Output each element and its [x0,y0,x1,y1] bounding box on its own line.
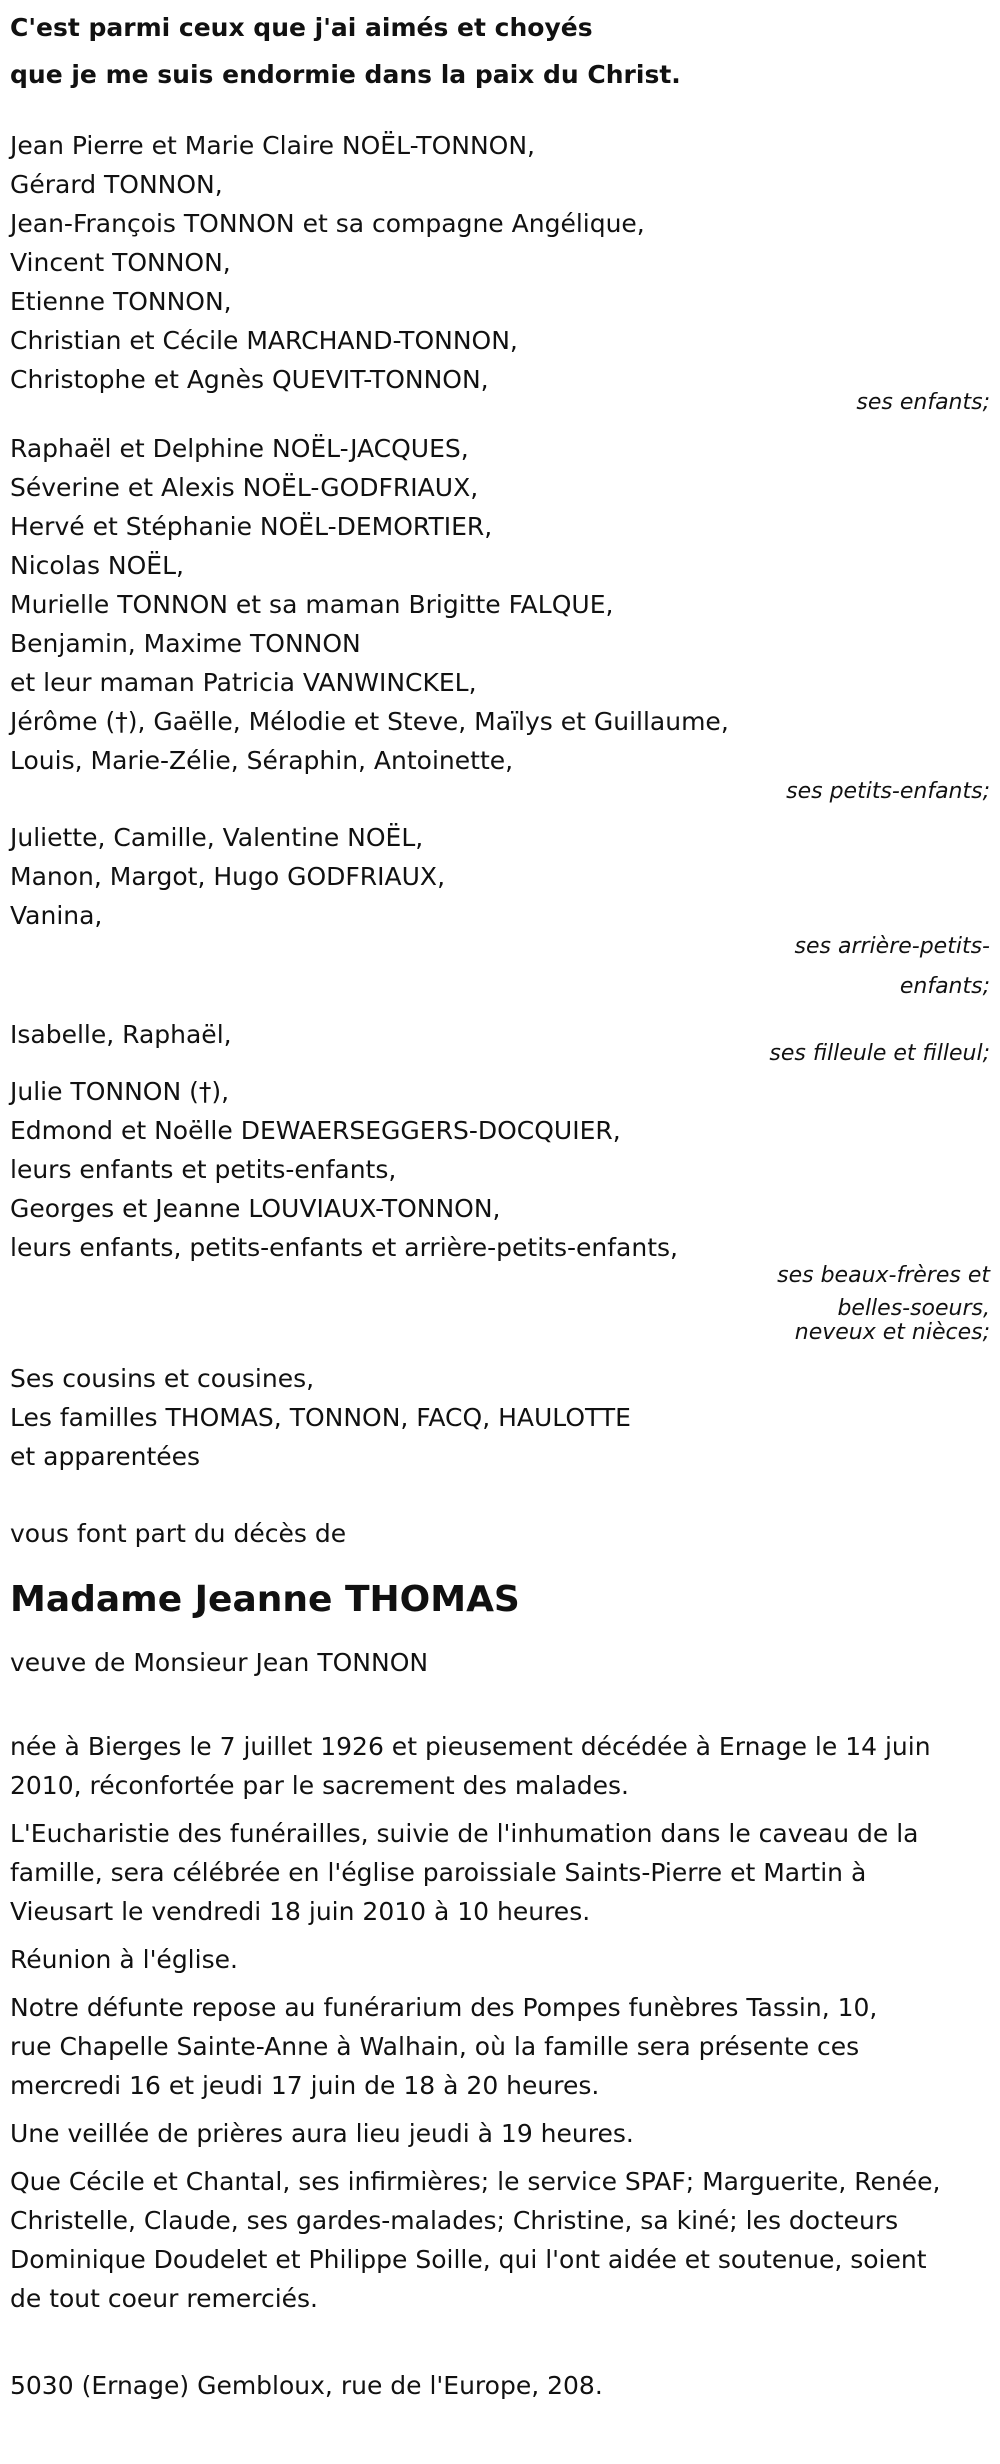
relation-label: ses beaux-frères et [777,1263,990,1288]
name-line: Vanina, [10,901,103,930]
relation-label: ses arrière-petits- [794,934,990,959]
name-line: leurs enfants et petits-enfants, [10,1155,397,1184]
widow-of: veuve de Monsieur Jean TONNON [10,1648,429,1677]
family-group-grandchildren [10,429,995,810]
paragraph-line: 2010, réconfortée par le sacrement des malades. [10,1771,629,1800]
name-line: Etienne TONNON, [10,287,232,316]
name-line: leurs enfants, petits-enfants et arrière-petits-enfants, [10,1233,678,1262]
name-line: Nicolas NOËL, [10,551,184,580]
paragraph-line: Dominique Doudelet et Philippe Soille, qui l'ont aidée et soutenue, soient [10,2245,927,2274]
address-line: 5030 (Ernage) Gembloux, rue de l'Europe, 208. [10,2371,603,2400]
family-group-children [10,126,995,421]
birth-death-paragraph [10,1727,995,1805]
name-line: Juliette, Camille, Valentine NOËL, [10,823,424,852]
epigraph-line-1: C'est parmi ceux que j'ai aimés et choyés [10,13,593,42]
name-line: et apparentées [10,1442,201,1471]
name-line: Jean Pierre et Marie Claire NOËL-TONNON, [10,131,535,160]
announcement: vous font part du décès de [10,1519,347,1548]
relation-label: ses petits-enfants; [786,779,990,804]
name-line: Christian et Cécile MARCHAND-TONNON, [10,326,518,355]
name-line: Ses cousins et cousines, [10,1364,315,1393]
name-line: Edmond et Noëlle DEWAERSEGGERS-DOCQUIER, [10,1116,621,1145]
relation-label: enfants; [899,974,990,999]
name-line: Julie TONNON (†), [10,1077,230,1106]
paragraph-line: mercredi 16 et jeudi 17 juin de 18 à 20 heures. [10,2071,600,2100]
name-line: Jérôme (†), Gaëlle, Mélodie et Steve, Maïlys et Guillaume, [10,707,729,736]
name-line: Manon, Margot, Hugo GODFRIAUX, [10,862,446,891]
family-group-in-laws [10,1072,995,1343]
paragraph-line: de tout coeur remerciés. [10,2284,318,2313]
name-line: Les familles THOMAS, TONNON, FACQ, HAULOTTE [10,1403,631,1432]
family-group-great-grandchildren [10,818,995,1007]
meeting-paragraph [10,1940,995,1979]
name-line: Benjamin, Maxime TONNON [10,629,361,658]
relation-label: ses enfants; [856,390,990,415]
name-line: Georges et Jeanne LOUVIAUX-TONNON, [10,1194,501,1223]
thanks-paragraph [10,2162,995,2318]
name-line: Isabelle, Raphaël, [10,1020,232,1049]
paragraph-line: Vieusart le vendredi 18 juin 2010 à 10 heures. [10,1897,591,1926]
name-line: Murielle TONNON et sa maman Brigitte FALQUE, [10,590,614,619]
paragraph-line: Notre défunte repose au funérarium des Pompes funèbres Tassin, 10, [10,1993,878,2022]
paragraph-line: L'Eucharistie des funérailles, suivie de l'inhumation dans le caveau de la [10,1819,919,1848]
name-line: et leur maman Patricia VANWINCKEL, [10,668,477,697]
paragraph-line: née à Bierges le 7 juillet 1926 et pieusement décédée à Ernage le 14 juin [10,1732,931,1761]
name-line: Vincent TONNON, [10,248,231,277]
name-line: Jean-François TONNON et sa compagne Angélique, [10,209,645,238]
paragraph-line: famille, sera célébrée en l'église paroissiale Saints-Pierre et Martin à [10,1858,867,1887]
paragraph-line: Que Cécile et Chantal, ses infirmières; le service SPAF; Marguerite, Renée, [10,2167,941,2196]
funeral-home-paragraph [10,1988,995,2105]
paragraph-line: Christelle, Claude, ses gardes-malades; Christine, sa kiné; les docteurs [10,2206,899,2235]
relation-label: neveux et nièces; [794,1320,990,1345]
obituary-notice [10,0,995,2405]
name-line: Séverine et Alexis NOËL-GODFRIAUX, [10,473,479,502]
funeral-paragraph [10,1814,995,1931]
name-line: Raphaël et Delphine NOËL-JACQUES, [10,434,469,463]
family-group-godchildren [10,1015,995,1072]
relation-label: ses filleule et filleul; [769,1041,990,1066]
paragraph-line: Une veillée de prières aura lieu jeudi à 19 heures. [10,2119,634,2148]
name-line: Christophe et Agnès QUEVIT-TONNON, [10,365,489,394]
vigil-paragraph [10,2114,995,2153]
name-line: Louis, Marie-Zélie, Séraphin, Antoinette, [10,746,514,775]
other-relatives [10,1359,995,1476]
epigraph-line-2: que je me suis endormie dans la paix du Christ. [10,60,681,89]
name-line: Gérard TONNON, [10,170,223,199]
paragraph-line: rue Chapelle Sainte-Anne à Walhain, où la famille sera présente ces [10,2032,860,2061]
deceased-name: Madame Jeanne THOMAS [10,1579,520,1620]
epigraph [10,4,995,98]
paragraph-line: Réunion à l'église. [10,1945,238,1974]
relation-label: belles-soeurs, [837,1296,990,1321]
address [10,2366,995,2405]
name-line: Hervé et Stéphanie NOËL-DEMORTIER, [10,512,493,541]
